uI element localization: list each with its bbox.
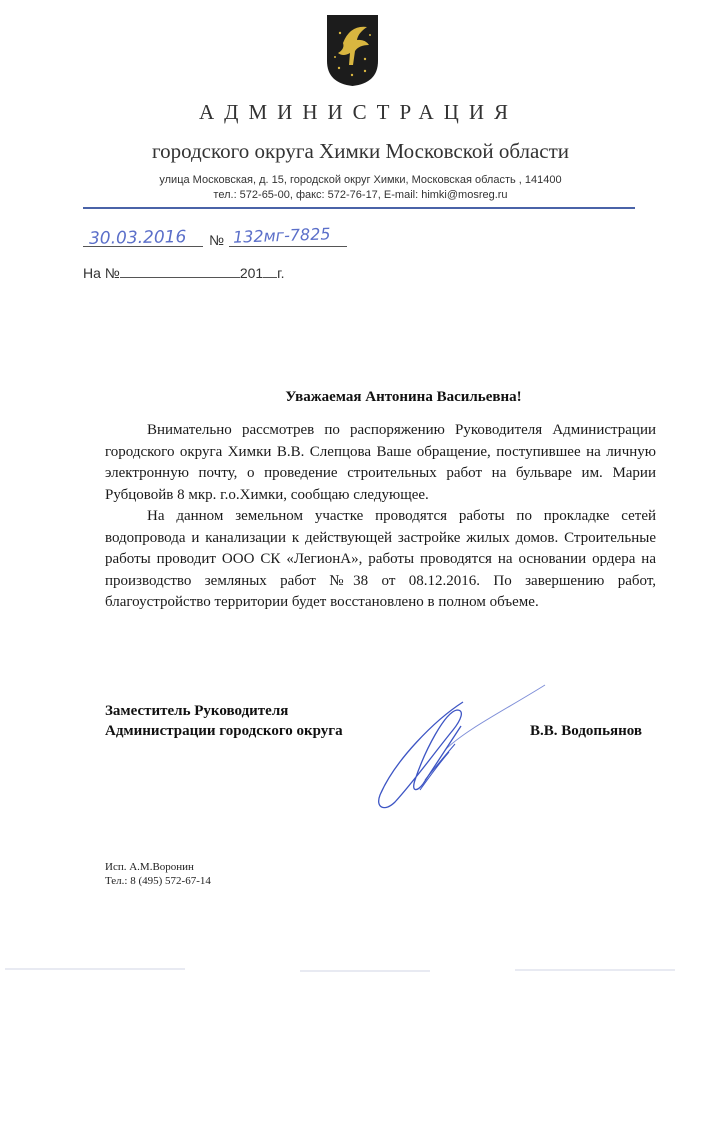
contact-line: тел.: 572-65-00, факс: 572-76-17, E-mail: himki@mosreg.ru bbox=[213, 189, 508, 201]
reference-number-blank bbox=[120, 265, 240, 278]
executor-phone: Тел.: 8 (495) 572-67-14 bbox=[105, 875, 211, 887]
body-paragraph: Внимательно рассмотрев по распоряжению Руководителя Администрации городского округа Химки В.В. Слепцова Ваше обращение, поступившее на личную электронную почту, о проведение строительных работ на бульваре им. Марии Рубцовойв 8 мкр. г.о.Химки, сообщаю следующее. bbox=[105, 422, 656, 503]
reference-label: На № bbox=[83, 265, 120, 281]
registration-line bbox=[83, 224, 383, 252]
signer-position-line-1: Заместитель Руководителя bbox=[105, 703, 289, 719]
address-line: улица Московская, д. 15, городской округ Химки, Московская область , 141400 bbox=[159, 174, 562, 186]
reference-year: 201 bbox=[239, 265, 264, 281]
scan-artifact bbox=[5, 968, 185, 970]
handwritten-signature bbox=[365, 680, 555, 820]
number-sign: № bbox=[209, 232, 225, 248]
scan-artifact bbox=[515, 969, 675, 971]
reference-year-suffix: г. bbox=[277, 265, 285, 281]
organization-title: АДМИНИСТРАЦИЯ bbox=[199, 100, 518, 124]
organization-subtitle: городского округа Химки Московской области bbox=[151, 139, 570, 163]
body-paragraph: На данном земельном участке проводятся работы по прокладке сетей водопровода и канализации к действующей застройке жилых домов. Строительные работы проводит ООО СК «ЛегионА», работы проводятся на основании ордера на производство земляных работ №38 от 08.12.2016. По завершению работ, благоустройство территории будет восстановлено в полном объеме. bbox=[105, 508, 656, 610]
signer-position-line-2: Администрации городского округа bbox=[105, 723, 343, 739]
handwritten-number: 132мг-7825 bbox=[232, 224, 331, 247]
letter-body bbox=[105, 420, 656, 614]
handwritten-date: 30.03.2016 bbox=[88, 227, 187, 249]
signer-name: В.В. Водопьянов bbox=[530, 723, 642, 739]
coat-of-arms-icon bbox=[325, 13, 380, 88]
greeting: Уважаемая Антонина Васильевна! bbox=[285, 389, 522, 405]
header-divider bbox=[83, 207, 635, 209]
executor-name: Исп. А.М.Воронин bbox=[105, 861, 194, 873]
reference-line bbox=[83, 265, 284, 281]
scan-artifact bbox=[300, 970, 430, 972]
reference-year-blank bbox=[263, 265, 277, 278]
